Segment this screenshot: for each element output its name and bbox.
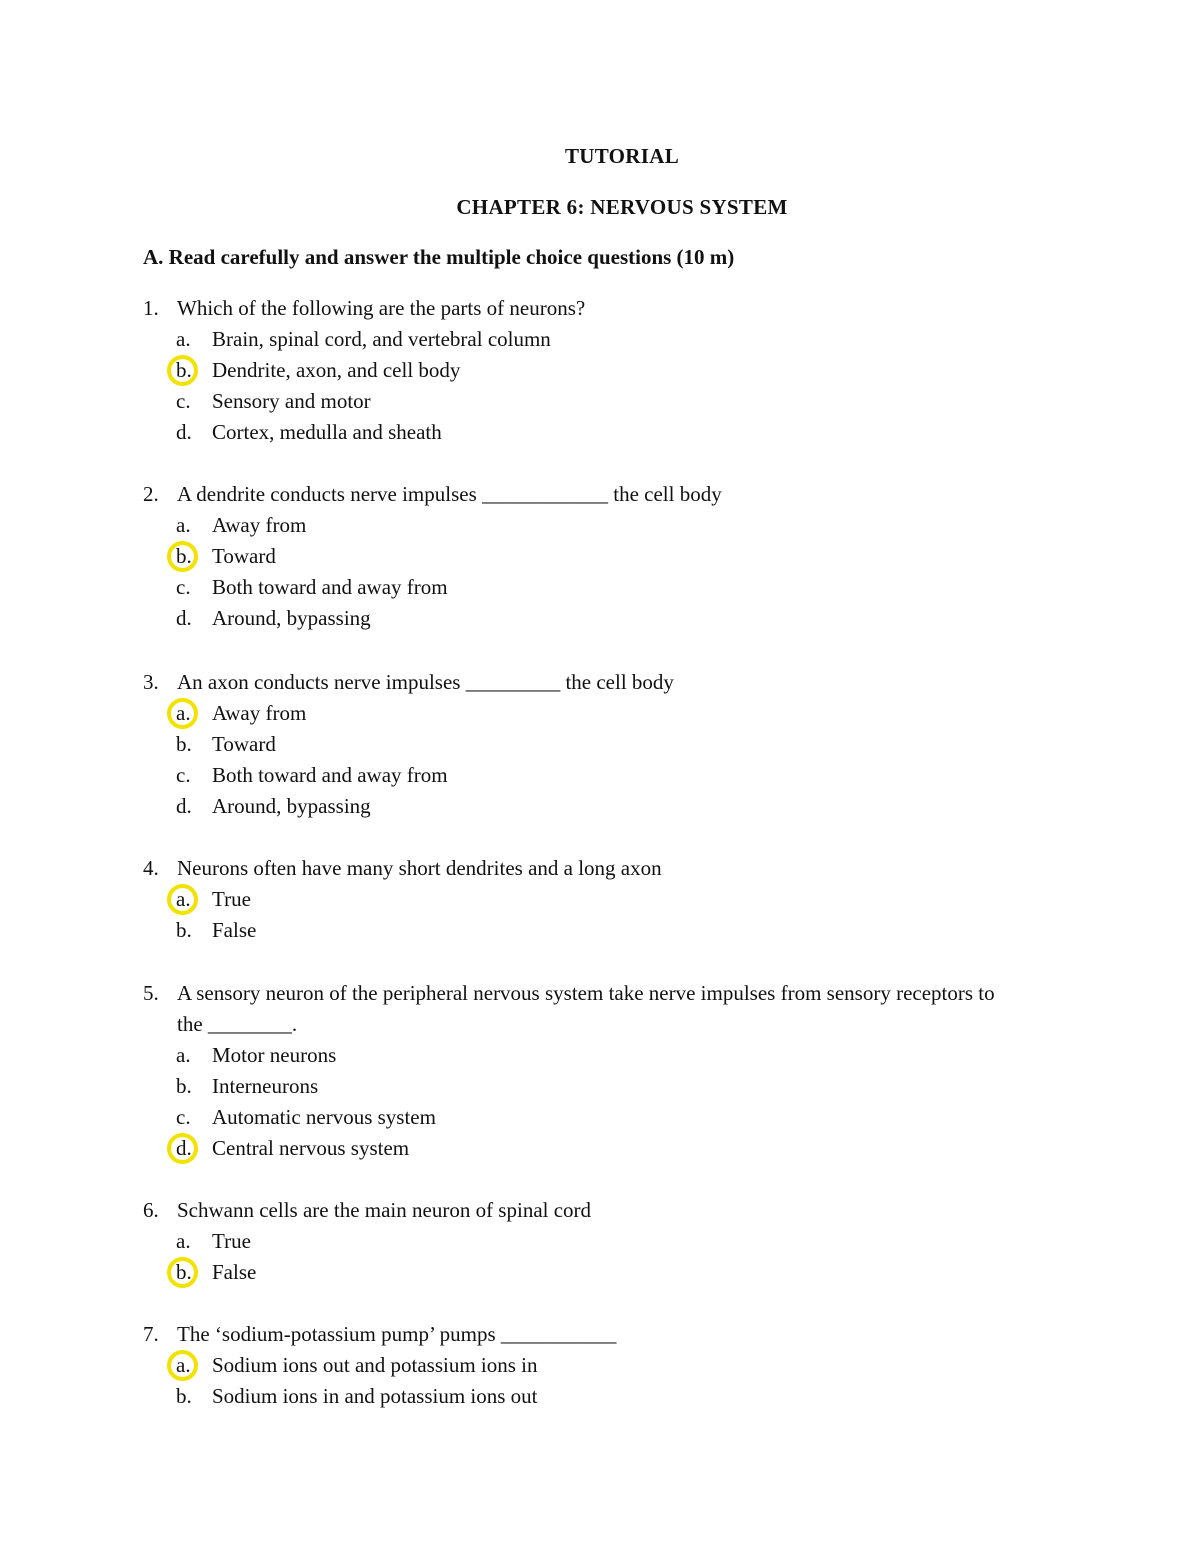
chapter-title: CHAPTER 6: NERVOUS SYSTEM <box>456 195 788 219</box>
answer-circle-mark <box>167 698 198 729</box>
question-text: Neurons often have many short dendrites and a long axon <box>177 856 662 880</box>
option-text: Toward <box>212 732 276 756</box>
option-letter: b. <box>176 358 192 382</box>
option-letter: d. <box>176 420 192 444</box>
option-letter: b. <box>176 1074 192 1098</box>
option-letter: c. <box>176 575 191 599</box>
question-text-continuation: the ________. <box>177 1012 298 1036</box>
question-text: Schwann cells are the main neuron of spinal cord <box>177 1198 592 1222</box>
option-letter: c. <box>176 763 191 787</box>
question-number: 7. <box>143 1322 159 1346</box>
question-number: 4. <box>143 856 159 880</box>
option-text: True <box>212 887 251 911</box>
option-text: Toward <box>212 544 276 568</box>
option-text: Away from <box>212 513 307 537</box>
question-text: An axon conducts nerve impulses _________ the cell body <box>177 670 674 694</box>
option-text: Dendrite, axon, and cell body <box>212 358 461 382</box>
option-text: Sensory and motor <box>212 389 371 413</box>
answer-circle-mark <box>167 884 198 915</box>
option-letter: a. <box>176 513 191 537</box>
answer-circle-mark <box>167 355 198 386</box>
question-text: A dendrite conducts nerve impulses ____________ the cell body <box>177 482 722 506</box>
option-letter: b. <box>176 544 192 568</box>
section-heading: A. Read carefully and answer the multiple choice questions (10 m) <box>143 245 735 269</box>
option-letter: d. <box>176 606 192 630</box>
option-text: Automatic nervous system <box>212 1105 436 1129</box>
option-letter: c. <box>176 1105 191 1129</box>
question-number: 5. <box>143 981 159 1005</box>
option-text: Sodium ions out and potassium ions in <box>212 1353 538 1377</box>
option-letter: d. <box>176 794 192 818</box>
question-number: 3. <box>143 670 159 694</box>
option-letter: b. <box>176 1384 192 1408</box>
question-number: 1. <box>143 296 159 320</box>
option-text: False <box>212 918 257 942</box>
question-text: A sensory neuron of the peripheral nervous system take nerve impulses from sensory receptors to <box>177 981 995 1005</box>
option-letter: a. <box>176 1229 191 1253</box>
option-letter: d. <box>176 1136 192 1160</box>
option-text: Both toward and away from <box>212 575 448 599</box>
option-text: Both toward and away from <box>212 763 448 787</box>
option-text: Interneurons <box>212 1074 319 1098</box>
option-letter: b. <box>176 1260 192 1284</box>
option-letter: a. <box>176 887 191 911</box>
option-text: Sodium ions in and potassium ions out <box>212 1384 538 1408</box>
answer-circle-mark <box>167 541 198 572</box>
option-letter: c. <box>176 389 191 413</box>
question-text: Which of the following are the parts of neurons? <box>177 296 586 320</box>
option-text: Around, bypassing <box>212 794 371 818</box>
option-text: Cortex, medulla and sheath <box>212 420 442 444</box>
option-letter: a. <box>176 701 191 725</box>
option-text: True <box>212 1229 251 1253</box>
option-text: Around, bypassing <box>212 606 371 630</box>
tutorial-title: TUTORIAL <box>564 144 680 168</box>
option-text: Motor neurons <box>212 1043 337 1067</box>
option-text: False <box>212 1260 257 1284</box>
option-letter: a. <box>176 327 191 351</box>
option-letter: b. <box>176 918 192 942</box>
option-letter: a. <box>176 1043 191 1067</box>
answer-circle-mark <box>167 1350 198 1381</box>
question-number: 6. <box>143 1198 159 1222</box>
option-letter: b. <box>176 732 192 756</box>
option-text: Brain, spinal cord, and vertebral column <box>212 327 551 351</box>
option-text: Central nervous system <box>212 1136 410 1160</box>
answer-circle-mark <box>167 1133 198 1164</box>
question-text: The ‘sodium-potassium pump’ pumps ___________ <box>177 1322 617 1346</box>
option-text: Away from <box>212 701 307 725</box>
question-number: 2. <box>143 482 159 506</box>
option-letter: a. <box>176 1353 191 1377</box>
answer-circle-mark <box>167 1257 198 1288</box>
